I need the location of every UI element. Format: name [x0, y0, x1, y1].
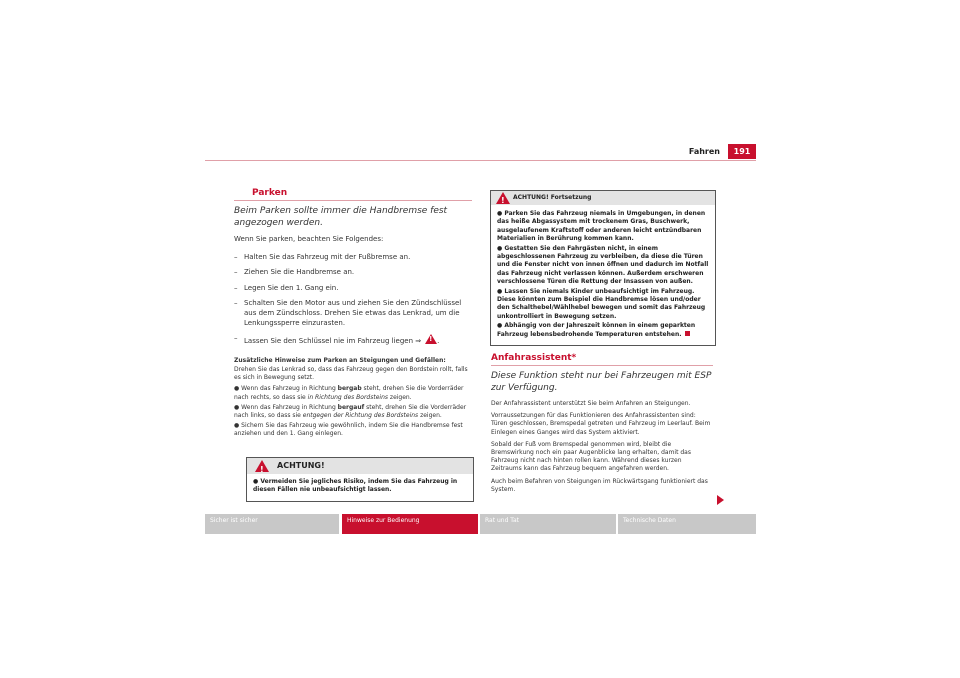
anfahr-lead: Diese Funktion steht nur bei Fahrzeugen mit ESP zur Verfügung.: [491, 371, 712, 393]
end-marker-icon: [685, 331, 690, 336]
anfahr-p4: Auch beim Befahren von Steigungen im Rückwärtsgang funktioniert das System.: [491, 477, 708, 493]
warning-continued-header: [491, 191, 715, 205]
hint-2-e: zeigen.: [418, 411, 442, 419]
step-3: – Legen Sie den 1. Gang ein.: [234, 284, 472, 294]
hint-3-text: Sichern Sie das Fahrzeug wie gewöhnlich, indem Sie die Handbremse fest anziehen und den 1. Gang einlegen.: [234, 422, 463, 438]
hint-2-b: bergauf: [337, 403, 365, 411]
hints-title: Zusätzliche Hinweise zum Parken an Steigungen und Gefällen:: [234, 356, 446, 364]
hint-1-c: steht, drehen Sie die Vorderräder nach rechts, so dass sie: [234, 385, 464, 401]
hint-1-b: bergab: [337, 385, 362, 393]
warning-item-2: [497, 245, 709, 287]
warning-item-1: [497, 210, 709, 244]
bullet-icon: ●: [497, 244, 505, 252]
hint-2-c: steht, drehen Sie die Vorderräder nach links, so dass sie: [234, 403, 467, 419]
bullet-icon: ●: [234, 403, 240, 411]
warning-body: [247, 474, 473, 501]
step-4: – Schalten Sie den Motor aus und ziehen Sie den Zündschlüssel aus dem Zündschloss. Drehen Sie etwas das Lenkrad, um die Lenkungssperre einzurasten.: [234, 299, 472, 328]
bullet-icon: ●: [234, 385, 240, 393]
warning-item-1-text: Parken Sie das Fahrzeug niemals in Umgebungen, in denen das heiße Abgassystem mit trockenem Gras, Buschwerk, ausgelaufenem Kraftstoff oder anderen leicht entzündbaren Materialien in Berührung kommen kann.: [497, 210, 706, 243]
step-5-text: Lassen Sie den Schlüssel nie im Fahrzeug liegen ⇒: [244, 337, 422, 346]
warning-item-4: [497, 322, 709, 339]
hint-1-e: zeigen.: [388, 393, 412, 401]
hint-2-a: Wenn das Fahrzeug in Richtung: [241, 403, 338, 411]
warning-triangle-icon: [496, 192, 510, 204]
anfahr-p1: Der Anfahrassistent unterstützt Sie beim Anfahren an Steigungen.: [491, 400, 691, 407]
parken-lead: Beim Parken sollte immer die Handbremse fest angezogen werden.: [234, 206, 448, 228]
hint-1-d: in Richtung des Bordsteins: [307, 393, 389, 401]
page-number: 191: [728, 144, 756, 159]
warning-item-3: [497, 288, 709, 322]
warning-header: [247, 458, 473, 474]
warning-triangle-icon: [425, 334, 440, 346]
warning-item-3-text: Lassen Sie niemals Kinder unbeaufsichtigt im Fahrzeug. Diese könnten zum Beispiel die Handbremse lösen und/oder den Schalthebel/Wählhebel bewegen und somit das Fahrzeug unkontrolliert in Bewegung setzen.: [497, 287, 706, 320]
parken-heading: Parken: [252, 188, 288, 198]
warning-continued-title: ACHTUNG! Fortsetzung: [513, 194, 592, 201]
footer-tab-hinweise[interactable]: Hinweise zur Bedienung: [342, 514, 478, 534]
hint-1-a: Wenn das Fahrzeug in Richtung: [241, 385, 338, 393]
footer-tab-rat[interactable]: Rat und Tat: [480, 514, 616, 534]
bullet-icon: ●: [497, 322, 505, 330]
anfahr-p2: Vorraussetzungen für das Funktionieren des Anfahrassistenten sind: Türen geschlossen, Bremspedal getreten und Fahrzeug im Leerlauf. Beim Einlegen eines Ganges wird das System aktiviert.: [491, 412, 711, 436]
section-parken: [234, 188, 472, 439]
section-anfahrassistent: [491, 353, 713, 494]
warning-title: ACHTUNG!: [277, 461, 325, 470]
hint-1: [234, 385, 472, 401]
hint-2: [234, 404, 472, 420]
bullet-icon: ●: [497, 287, 505, 295]
warning-triangle-icon: [255, 460, 269, 472]
bullet-icon: ●: [253, 478, 261, 485]
bullet-icon: ●: [234, 422, 240, 430]
step-2: – Ziehen Sie die Handbremse an.: [234, 268, 472, 278]
parken-steps: [234, 253, 472, 347]
anfahr-heading: Anfahrassistent*: [491, 353, 577, 363]
warning-item-2-text: Gestatten Sie den Fahrgästen nicht, in einem abgeschlossenen Fahrzeug zu verbleiben, da diese die Türen und die Fenster nicht von innen öffnen und dadurch im Notfall das Fahrzeug nicht verlassen können. Außerdem erschweren verschlossene Türen die Rettung der Insassen von außen.: [497, 244, 709, 286]
warning-box: [246, 457, 474, 502]
step-5-period: .: [437, 337, 440, 346]
hint-3: [234, 422, 472, 438]
next-page-arrow-icon[interactable]: [717, 495, 724, 505]
warning-continued-box: [490, 190, 716, 346]
hints-intro: Drehen Sie das Lenkrad so, dass das Fahrzeug gegen den Bordstein rollt, falls es sich in Bewegung setzt.: [234, 365, 468, 382]
section-title: Fahren: [688, 147, 720, 156]
anfahr-heading-rule: [491, 365, 713, 366]
warning-continued-body: [491, 205, 715, 345]
parken-heading-rule: [234, 200, 472, 201]
header-rule: [205, 160, 756, 161]
parken-intro: Wenn Sie parken, beachten Sie Folgendes:: [234, 235, 384, 243]
bullet-icon: ●: [497, 210, 505, 217]
hint-2-d: entgegen der Richtung des Bordsteins: [302, 411, 419, 419]
footer-tab-technische[interactable]: Technische Daten: [618, 514, 756, 534]
step-1: – Halten Sie das Fahrzeug mit der Fußbremse an.: [234, 253, 472, 263]
warning-text: Vermeiden Sie jegliches Risiko, indem Sie das Fahrzeug in diesen Fällen nie unbeaufsichtigt lassen.: [253, 478, 458, 494]
warning-item-4-text: Abhängig von der Jahreszeit können in einem geparkten Fahrzeug lebensbedrohende Temperaturen entstehen.: [497, 322, 696, 338]
anfahr-p3: Sobald der Fuß vom Bremspedal genommen wird, bleibt die Bremswirkung noch ein paar Augenblicke lang erhalten, damit das Fahrzeug nicht nach hinten rollen kann. Während dieses kurzen Zeitraums kann das Fahrzeug bequem angefahren werden.: [491, 440, 691, 473]
footer-tab-sicher[interactable]: Sicher ist sicher: [205, 514, 339, 534]
step-5: [234, 334, 472, 347]
